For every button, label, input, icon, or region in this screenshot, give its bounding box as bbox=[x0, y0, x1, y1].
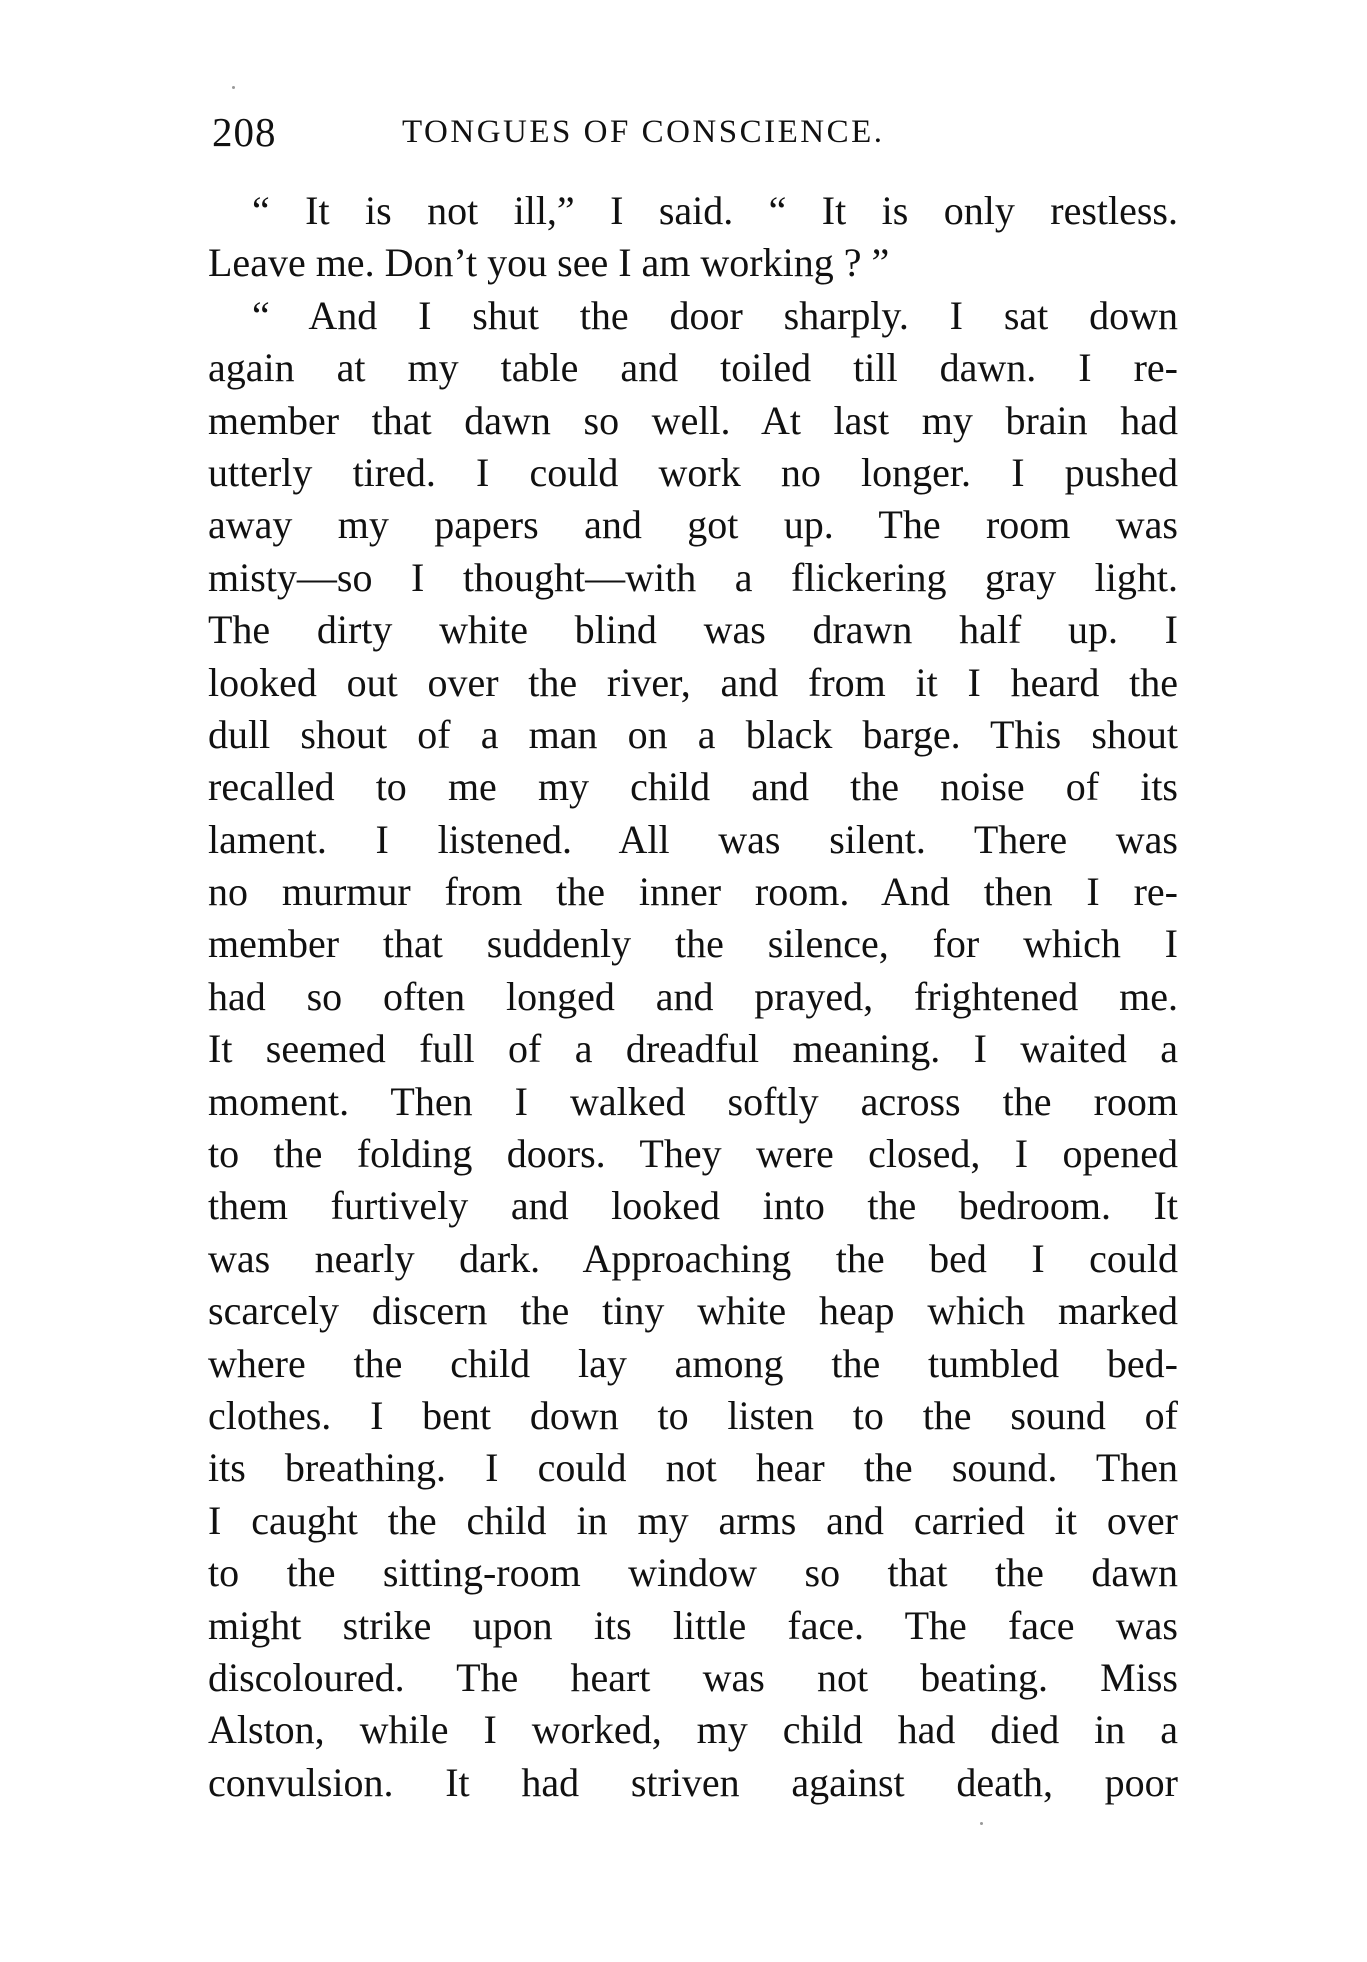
running-head bbox=[212, 106, 1172, 158]
text-line: might strike upon its little face. The face was bbox=[208, 1602, 1178, 1648]
text-line: I caught the child in my arms and carried it over bbox=[208, 1497, 1178, 1543]
text-line: had so often longed and prayed, frightened me. bbox=[208, 973, 1178, 1019]
text-line: clothes. I bent down to listen to the sound of bbox=[208, 1392, 1178, 1438]
text-line: The dirty white blind was drawn half up. I bbox=[208, 607, 1178, 653]
text-line: “ It is not ill,” I said. “ It is only restless. bbox=[252, 188, 1178, 233]
text-line: Leave me. Don’t you see I am working ? ” bbox=[208, 240, 890, 286]
paper-speck bbox=[980, 1822, 983, 1825]
text-line: again at my table and toiled till dawn. I re- bbox=[208, 345, 1178, 391]
page-number: 208 bbox=[212, 109, 277, 155]
text-line: misty—so I thought—with a flickering gray light. bbox=[208, 554, 1178, 600]
text-line: to the sitting-room window so that the dawn bbox=[208, 1550, 1178, 1596]
text-line: no murmur from the inner room. And then I re- bbox=[208, 869, 1178, 915]
text-line: It seemed full of a dreadful meaning. I waited a bbox=[208, 1026, 1178, 1072]
text-line: recalled to me my child and the noise of its bbox=[208, 764, 1178, 810]
text-line: member that suddenly the silence, for which I bbox=[208, 921, 1178, 967]
text-line: lament. I listened. All was silent. There was bbox=[208, 816, 1178, 862]
text-line: them furtively and looked into the bedroom. It bbox=[208, 1183, 1178, 1229]
text-line: scarcely discern the tiny white heap which marked bbox=[208, 1288, 1178, 1334]
text-line: away my papers and got up. The room was bbox=[208, 502, 1178, 548]
text-line: dull shout of a man on a black barge. This shout bbox=[208, 711, 1178, 757]
text-line: utterly tired. I could work no longer. I pushed bbox=[208, 449, 1178, 495]
text-line: Alston, while I worked, my child had died in a bbox=[208, 1707, 1178, 1753]
paper-speck bbox=[232, 86, 235, 89]
body-text bbox=[208, 185, 1178, 1809]
text-line: member that dawn so well. At last my brain had bbox=[208, 397, 1178, 443]
text-line: looked out over the river, and from it I heard the bbox=[208, 659, 1178, 705]
text-line: its breathing. I could not hear the sound. Then bbox=[208, 1445, 1178, 1491]
text-line: to the folding doors. They were closed, I opened bbox=[208, 1131, 1178, 1177]
text-line: was nearly dark. Approaching the bed I could bbox=[208, 1235, 1178, 1281]
text-line: “ And I shut the door sharply. I sat down bbox=[252, 292, 1178, 338]
running-title: TONGUES OF CONSCIENCE. bbox=[402, 114, 885, 150]
text-line: moment. Then I walked softly across the room bbox=[208, 1078, 1178, 1124]
text-line: discoloured. The heart was not beating. Miss bbox=[208, 1654, 1178, 1700]
text-line: where the child lay among the tumbled bed- bbox=[208, 1340, 1178, 1386]
text-line: convulsion. It had striven against death, poor bbox=[208, 1759, 1178, 1805]
